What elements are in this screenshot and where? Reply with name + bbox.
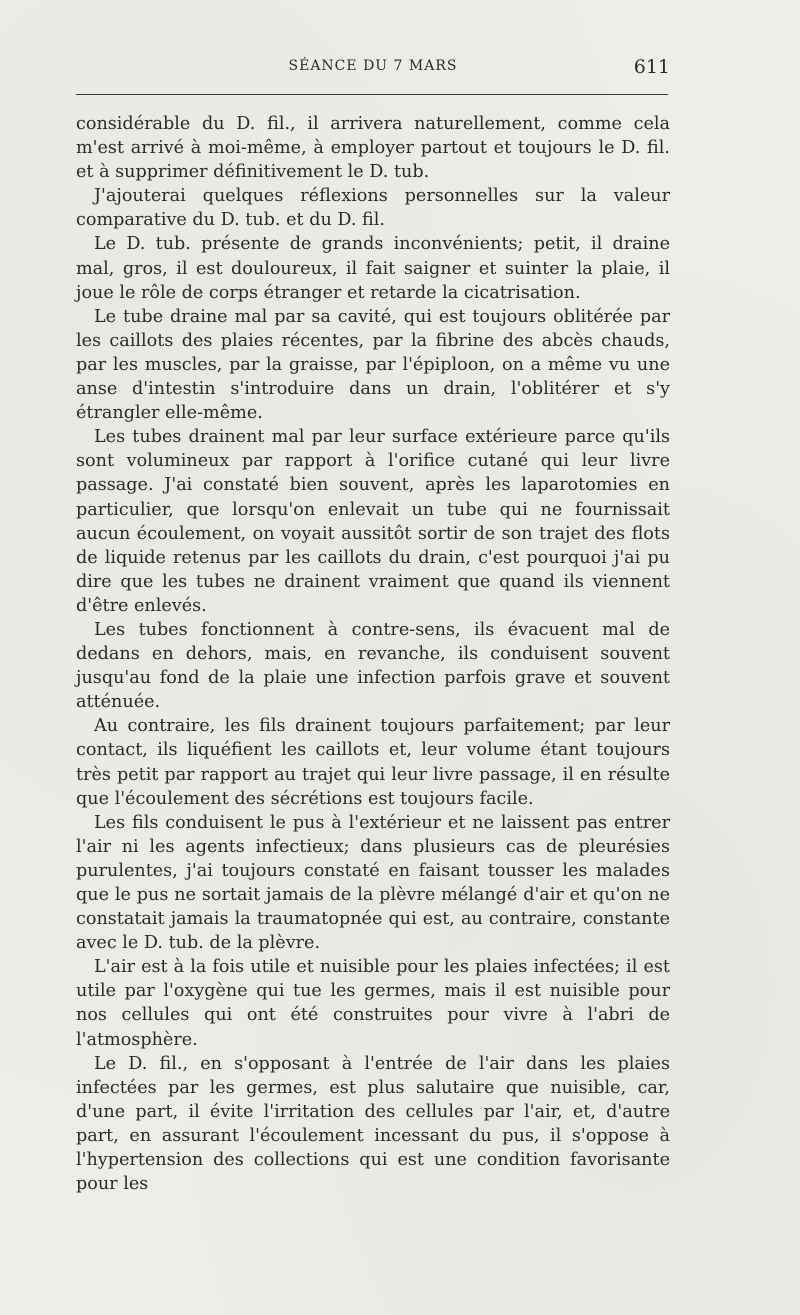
paragraph: Les tubes drainent mal par leur surface extérieure parce qu'ils sont volumineux par rapport à l'orifice cutané qui leur livre passage. J'ai constaté bien souvent, après les laparotomies en particulier, que lorsqu'on enlevait un tube qui ne fournissait aucun écoulement, on voyait aussitôt sortir de son trajet des flots de liquide retenus par les caillots du drain, c'est pourquoi j'ai pu dire que les tubes ne drainent vraiment que quand ils viennent d'être enlevés. <box>76 427 670 616</box>
paragraph: Au contraire, les fils drainent toujours parfaitement; par leur contact, ils liquéfient les caillots et, leur volume étant toujours très petit par rapport au trajet qui leur livre passage, il en résulte que l'écoulement des sécrétions est toujours facile. <box>76 716 670 809</box>
paragraph: J'ajouterai quelques réflexions personnelles sur la valeur comparative du D. tub. et du D. fil. <box>76 186 670 231</box>
paragraph-continuation: considérable du D. fil., il arrivera naturellement, comme cela m'est arrivé à moi-même, à employer partout et toujours le D. fil. et à supprimer définitivement le D. tub. <box>76 114 670 183</box>
paragraph: Les tubes fonctionnent à contre-sens, ils évacuent mal de dedans en dehors, mais, en revanche, ils conduisent souvent jusqu'au fond de la plaie une infection parfois grave et souvent atténuée. <box>76 619 670 713</box>
body-text <box>76 112 670 1196</box>
header-rule <box>76 94 668 95</box>
running-title: SÉANCE DU 7 MARS <box>288 58 458 74</box>
paragraph: Les fils conduisent le pus à l'extérieur et ne laissent pas entrer l'air ni les agents infectieux; dans plusieurs cas de pleurésies purulentes, j'ai toujours constaté en faisant tousser les malades que le pus ne sortait jamais de la plèvre mélangé d'air et qu'on ne constatait jamais la traumatopnée qui est, au contraire, constante avec le D. tub. de la plèvre. <box>76 812 670 954</box>
paragraph: L'air est à la fois utile et nuisible pour les plaies infectées; il est utile par l'oxygène qui tue les germes, mais il est nuisible pour nos cellules qui ont été construites pour vivre à l'abri de l'atmosphère. <box>76 957 670 1050</box>
page-header <box>76 56 670 82</box>
paragraph: Le D. fil., en s'opposant à l'entrée de l'air dans les plaies infectées par les germes, est plus salutaire que nuisible, car, d'une part, il évite l'irritation des cellules par l'air, et, d'autre part, en assurant l'écoulement incessant du pus, il s'oppose à l'hypertension des collections qui est une condition favorisante pour les <box>76 1053 670 1195</box>
paragraph: Le tube draine mal par sa cavité, qui est toujours oblitérée par les caillots des plaies récentes, par la fibrine des abcès chauds, par les muscles, par la graisse, par l'épiploon, on a même vu une anse d'intestin s'introduire dans un drain, l'oblitérer et s'y étrangler elle-même. <box>76 306 670 424</box>
page-number: 611 <box>633 56 670 78</box>
paragraph: Le D. tub. présente de grands inconvénients; petit, il draine mal, gros, il est douloureux, il fait saigner et suinter la plaie, il joue le rôle de corps étranger et retarde la cicatrisation. <box>76 234 670 303</box>
